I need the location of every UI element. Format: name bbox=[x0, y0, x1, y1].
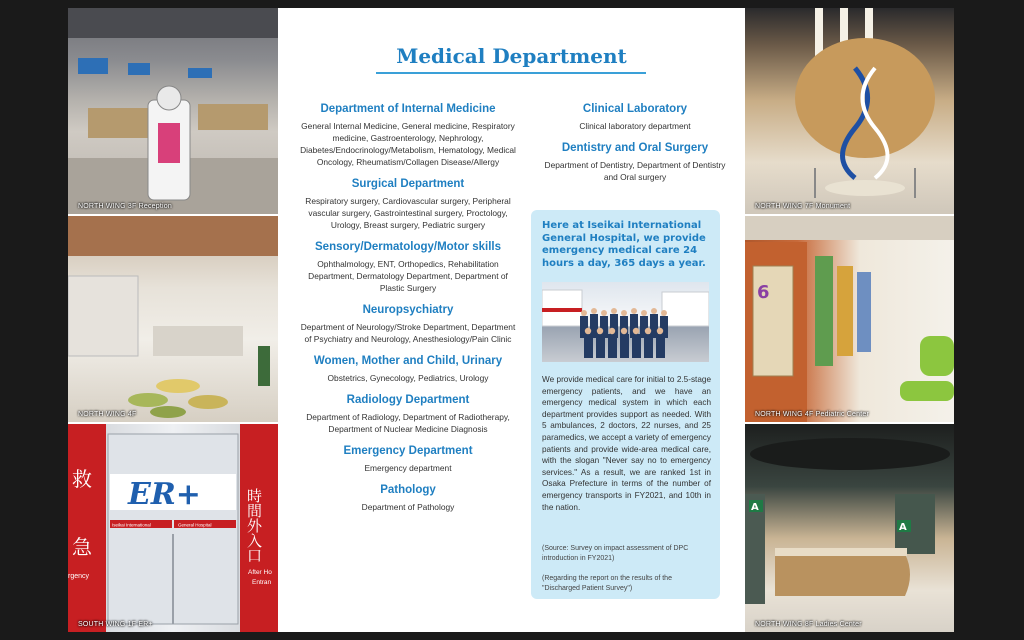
reception-photo bbox=[68, 8, 278, 214]
er-logo: ER+ bbox=[128, 477, 201, 512]
department-heading: Women, Mother and Child, Urinary bbox=[313, 355, 503, 367]
staff-group-illustration bbox=[542, 282, 709, 362]
page-title: Medical Department bbox=[396, 44, 627, 68]
department-section bbox=[540, 141, 730, 183]
right-department-list bbox=[540, 102, 730, 183]
department-section bbox=[298, 240, 518, 294]
kanji-left-note: rgency bbox=[68, 573, 90, 580]
department-heading: Neuropsychiatry bbox=[362, 304, 454, 316]
department-details: Department of Dentistry, Department of Dentistry and Oral surgery bbox=[544, 160, 726, 182]
department-section bbox=[298, 393, 518, 435]
emergency-staff-photo bbox=[542, 282, 709, 362]
emergency-heading: Here at Iseikai International General Hospital, we provide emergency medical care 24 hours a day, 365 days a year. bbox=[542, 220, 706, 269]
ladies-center-illustration bbox=[745, 424, 954, 632]
department-details: Department of Radiology, Department of Radiotherapy, Department of Nuclear Medicine Diagnosis bbox=[306, 412, 510, 434]
department-heading: Radiology Department bbox=[346, 394, 470, 406]
department-heading: Department of Internal Medicine bbox=[320, 103, 496, 115]
department-details: Ophthalmology, ENT, Orthopedics, Rehabilitation Department, Dermatology Department, Department of Plastic Surgery bbox=[308, 259, 508, 293]
photo-caption: NORTH WING 4F Pediatric Center bbox=[755, 411, 870, 418]
ladies-center-photo bbox=[745, 424, 954, 632]
er-entrance-photo bbox=[68, 424, 278, 632]
floor-number: 6 bbox=[757, 282, 770, 303]
reception-illustration bbox=[68, 8, 278, 214]
left-department-list bbox=[298, 102, 518, 513]
title-divider bbox=[376, 72, 646, 74]
photo-caption: NORTH WING 8F Ladies Center bbox=[755, 621, 862, 628]
department-heading: Sensory/Dermatology/Motor skills bbox=[315, 241, 501, 253]
photo-caption: NORTH WING 3F Reception bbox=[78, 203, 172, 210]
department-details: General Internal Medicine, General medicine, Respiratory medicine, Gastroenterology, Nephrology, Diabetes/Endocrinology/Metabolism, Hematology, Medical Oncology, Rheumatism/Collagen Disease/Allergy bbox=[300, 121, 516, 167]
photo-caption: NORTH WING 7F Monument bbox=[755, 203, 851, 210]
pediatric-illustration bbox=[745, 216, 954, 422]
department-section bbox=[298, 483, 518, 513]
sign-a-right: A bbox=[899, 522, 907, 533]
lobby-illustration bbox=[68, 216, 278, 422]
pediatric-center-photo bbox=[745, 216, 954, 422]
department-heading: Clinical Laboratory bbox=[582, 103, 688, 115]
emergency-source-note: (Source: Survey on impact assessment of DPC introduction in FY2021) bbox=[542, 545, 689, 562]
department-details: Respiratory surgery, Cardiovascular surgery, Peripheral vascular surgery, Gastrointestinal surgery, Proctology, Urology, Breast surgery, Pediatric surgery bbox=[305, 196, 511, 230]
brochure-page bbox=[68, 8, 954, 632]
center-panel bbox=[278, 8, 745, 632]
kanji-right: 時間外入口 bbox=[245, 488, 263, 563]
emergency-info-box bbox=[531, 210, 720, 599]
emergency-survey-note: (Regarding the report on the results of the "Discharged Patient Survey") bbox=[542, 575, 672, 592]
sign-a-left: A bbox=[751, 502, 759, 513]
department-heading: Surgical Department bbox=[351, 178, 465, 190]
er-sub-right: General Hospital bbox=[178, 522, 212, 528]
department-details: Obstetrics, Gynecology, Pediatrics, Urology bbox=[327, 373, 489, 383]
monument-illustration bbox=[745, 8, 954, 214]
department-section bbox=[298, 177, 518, 231]
department-heading: Dentistry and Oral Surgery bbox=[561, 142, 709, 154]
emergency-body-text: We provide medical care for initial to 2.5-stage emergency patients, and we have an emergency medical system in which each department provides support as needed. With 5 ambulances, 2 doctors, 22 nurses, and 25 paramedics, we accept a variety of emergency patients and provide wide-area medical care, with the slogan "Never say no to emergency services." As a result, we are ranked 1st in Osaka Prefecture in terms of the number of emergency transports in FY2021, and 10th in the nation. bbox=[542, 375, 711, 512]
department-details: Department of Neurology/Stroke Department, Department of Psychiatry and Neurology, Anesthesiology/Pain Clinic bbox=[300, 322, 516, 344]
department-details: Emergency department bbox=[364, 463, 452, 473]
photo-caption: NORTH WING 4F bbox=[78, 411, 137, 418]
lobby-photo bbox=[68, 216, 278, 422]
department-heading: Emergency Department bbox=[343, 445, 473, 457]
department-section bbox=[540, 102, 730, 132]
er-entrance-illustration bbox=[68, 424, 278, 632]
department-section bbox=[298, 102, 518, 168]
after-hours-text: After Ho bbox=[248, 569, 272, 576]
photo-caption: SOUTH WING 1F ER+ bbox=[78, 621, 153, 628]
department-heading: Pathology bbox=[380, 484, 436, 496]
kanji-left-2: 急 bbox=[72, 535, 92, 559]
department-section bbox=[298, 303, 518, 345]
kanji-left-1: 救 bbox=[72, 467, 92, 491]
er-sub-left: Iseikai International bbox=[112, 522, 151, 528]
department-section bbox=[298, 354, 518, 384]
department-section bbox=[298, 444, 518, 474]
monument-photo bbox=[745, 8, 954, 214]
entrance-text: Entran bbox=[252, 579, 272, 586]
department-details: Department of Pathology bbox=[361, 502, 455, 512]
department-details: Clinical laboratory department bbox=[579, 121, 691, 131]
